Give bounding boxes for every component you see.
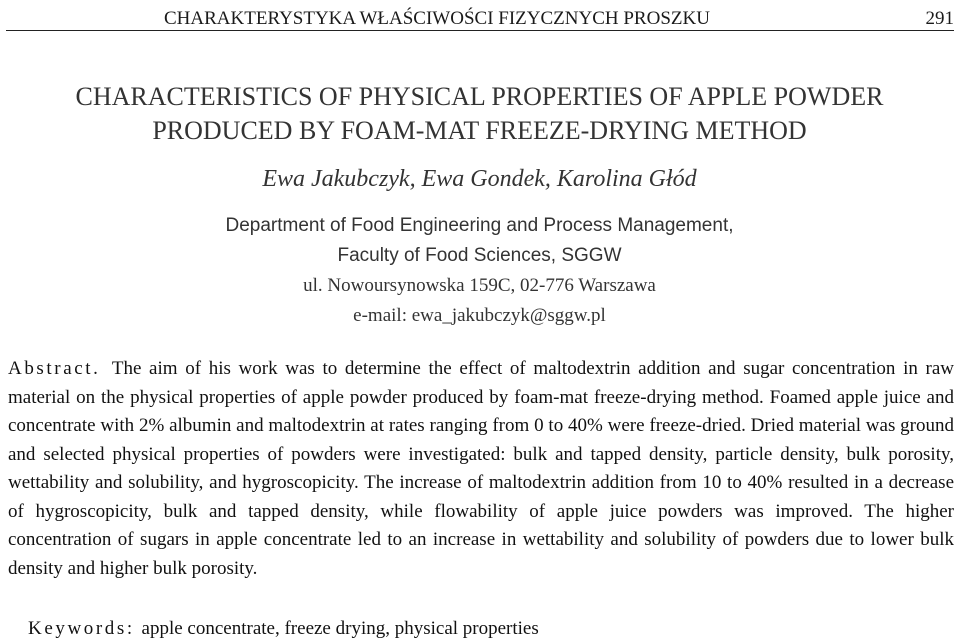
keywords-line	[28, 616, 954, 642]
abstract-label: Abstract.	[8, 358, 101, 379]
affiliation-address: ul. Nowoursynowska 159C, 02-776 Warszawa	[303, 275, 656, 296]
article-title	[0, 80, 959, 148]
abstract-text: The aim of his work was to determine the effect of maltodextrin addition and sugar concentration in raw material on the physical properties of apple powder produced by foam-mat freeze-drying method. Foamed apple juice and concentrate with 2% albumin and maltodextrin at rates ranging from 0 to 40% were freeze-dried. Dried material was ground and selected physical properties of powders were investigated: bulk and tapped density, particle density, bulk porosity, wettability and solubility, and hygroscopicity. The increase of maltodextrin addition from 10 to 40% resulted in a decrease of hygroscopicity, bulk and tapped density, while flowability of apple juice powders was improved. The higher concentration of sugars in apple concentrate led to an increase in wettability and solubility of powders due to lower bulk density and higher bulk porosity.	[8, 358, 954, 579]
keywords-label: Keywords:	[28, 618, 135, 639]
affiliation-email: e-mail: ewa_jakubczyk@sggw.pl	[353, 305, 606, 326]
running-title: CHARAKTERYSTYKA WŁAŚCIWOŚCI FIZYCZNYCH PROSZKU	[164, 8, 710, 29]
running-header	[6, 6, 954, 31]
affiliation-department: Department of Food Engineering and Process Management,	[225, 215, 734, 236]
abstract-paragraph	[8, 355, 954, 583]
page-number: 291	[925, 8, 954, 29]
article-title-line-1: CHARACTERISTICS OF PHYSICAL PROPERTIES OF APPLE POWDER	[75, 82, 884, 111]
article-title-line-2: PRODUCED BY FOAM-MAT FREEZE-DRYING METHOD	[152, 116, 807, 145]
affiliation-faculty: Faculty of Food Sciences, SGGW	[337, 245, 622, 266]
affiliation-block	[0, 211, 959, 331]
keywords-text: apple concentrate, freeze drying, physical properties	[141, 618, 539, 639]
author-list: Ewa Jakubczyk, Ewa Gondek, Karolina Głód	[262, 166, 697, 192]
